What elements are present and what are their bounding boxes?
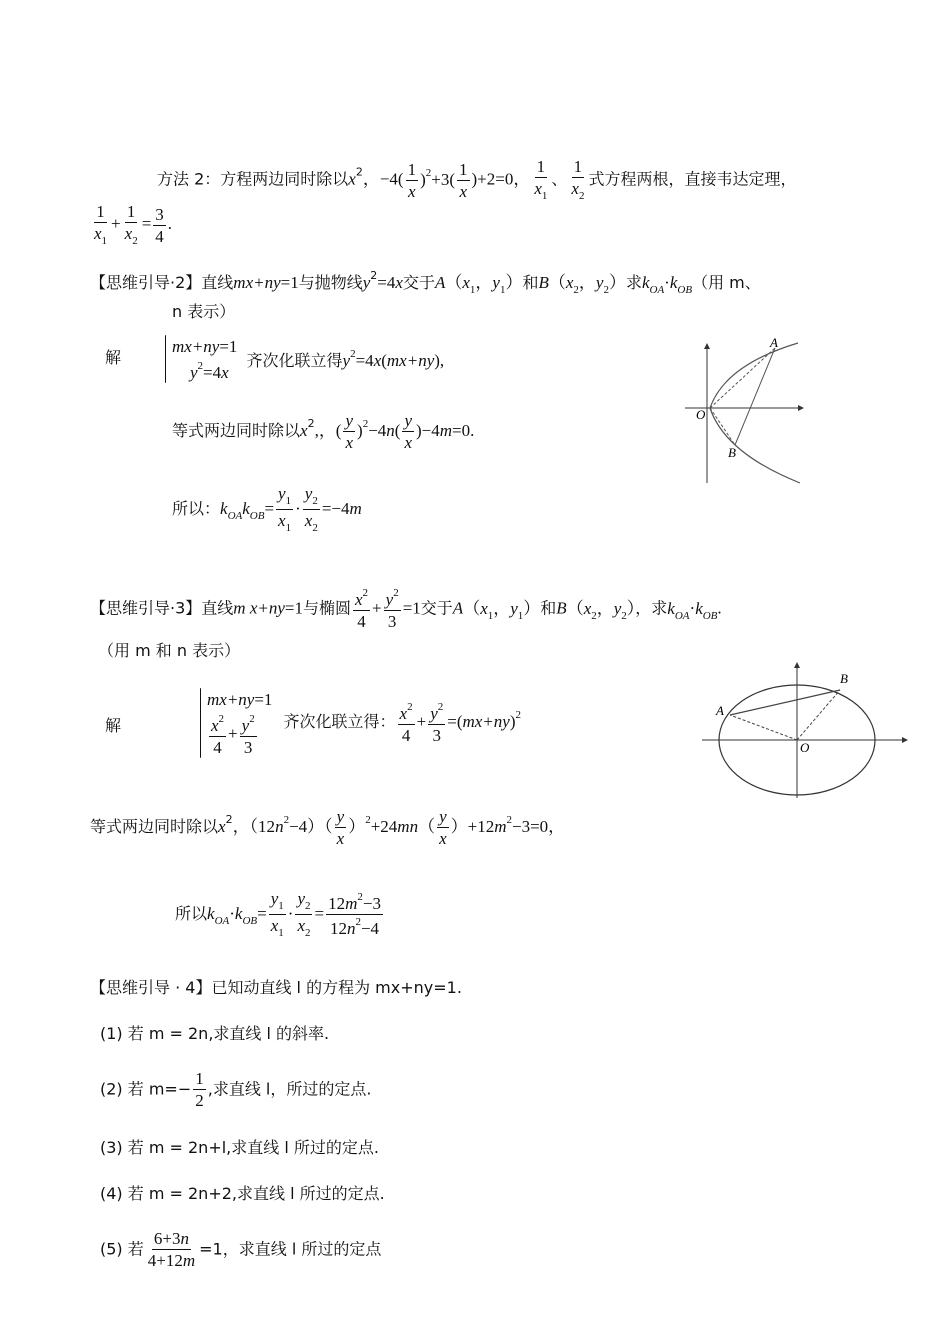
guide2-system: mx+ny=1 $y^2=4x$ 齐次化联立得$y^2=4x(mx+ny)$, — [165, 335, 444, 383]
guide4-q5: (5) 若 $\frac{6+3n}{4+12m}$ =1，求直线 l 所过的定点 — [100, 1229, 382, 1270]
method2-lead: 方法 2：方程两边同时除以 — [157, 169, 349, 189]
guide3-so: 所以$k_{OA}\cdot k_{OB}=$ $\frac{y_1}{x_1}$ · $\frac{y_2}{x_2}$ = $\frac{12m^2-3}{12n^2-4}$ — [175, 889, 381, 939]
guide2-divide: 等式两边同时除以$x^2$,，( $\frac{y}{x}$ )$^2$−4n( $\frac{y}{x}$ )−4m=0. — [172, 411, 475, 452]
ellipse-figure — [700, 660, 910, 800]
method2-mid: 式方程两根，直接韦达定理， — [588, 169, 797, 189]
method2-line: 方法 2：方程两边同时除以$x^2$，−4( $\frac{1}{x}$ )$^2$+3( $\frac{1}{x}$ )+2=0， $\frac{1}{x_1}$ 、 $\frac{1}{x_2}$ 式方程两根，直接韦达定理， — [157, 157, 797, 202]
ellipse-label-o: O — [800, 740, 810, 755]
ellipse-label-b: B — [840, 671, 848, 686]
ellipse-label-a: A — [716, 703, 724, 718]
guide3-system: mx+ny=1 $\frac{x^2}{4}$ + $\frac{y^2}{3}$ 齐次化联立得： $\frac{x^2}{4}$ + $\frac{y^2}{3}$ $=(mx+ny)^2$ — [200, 688, 521, 758]
guide4-q1: (1) 若 m = 2n,求直线 l 的斜率. — [100, 1024, 330, 1043]
guide2-solve: 解 — [105, 348, 122, 367]
guide2-label: 【思维引导·2】 — [90, 273, 202, 292]
guide4-label: 【思维引导 · 4】 — [90, 978, 212, 997]
guide2-so: 所以：$k_{OA}k_{OB}=$ $\frac{y_1}{x_1}$ · $\frac{y_2}{x_2}$ =−4m — [172, 484, 362, 534]
guide3-line: 【思维引导·3】直线m x+ny=1与椭圆 $\frac{x^2}{4}$ + $\frac{y^2}{3}$ =1交于$A(x_1$，$y_1$）和$B(x_2$，$y_2$），求$k_{OA}\cdot k_{OB}$. — [90, 587, 722, 631]
guide2-line: 【思维引导·2】直线mx+ny=1与抛物线$y^2=4x$交于$A(x_1$，$y_1$）和$B(x_2$，$y_2$）求$k_{OA}\cdot k_{OB}$（用 m、 — [90, 269, 761, 296]
parabola-label-a: A — [770, 335, 778, 350]
parabola-label-b: B — [728, 445, 736, 460]
sum-formula: $\frac{1}{x_1}$ + $\frac{1}{x_2}$ = $\frac{3}{4}$ . — [94, 202, 173, 247]
guide4-q4: (4) 若 m = 2n+2,求直线 l 所过的定点. — [100, 1184, 385, 1203]
guide2-line2: n 表示） — [172, 302, 236, 321]
guide4-q3: (3) 若 m = 2n+l,求直线 l 所过的定点. — [100, 1138, 379, 1157]
guide4-line — [90, 980, 462, 996]
guide3-solve: 解 — [105, 716, 122, 735]
guide3-divide: 等式两边同时除以$x^2$，$(12n^2-4)$（ $\frac{y}{x}$ ）$^2$+24mn（ $\frac{y}{x}$ ）$+12m^2-3=0$， — [90, 807, 566, 848]
parabola-figure — [680, 335, 805, 485]
parabola-label-o: O — [696, 407, 706, 422]
method2-sep: 、 — [551, 169, 568, 189]
guide4-intro: 已知动直线 l 的方程为 mx+ny=1. — [211, 978, 462, 997]
guide4-q2: (2) 若 m=− $\frac{1}{2}$ ,求直线 l，所过的定点. — [100, 1069, 372, 1110]
guide3-line2: （用 m 和 n 表示） — [98, 641, 241, 660]
guide3-label: 【思维引导·3】 — [90, 598, 202, 618]
